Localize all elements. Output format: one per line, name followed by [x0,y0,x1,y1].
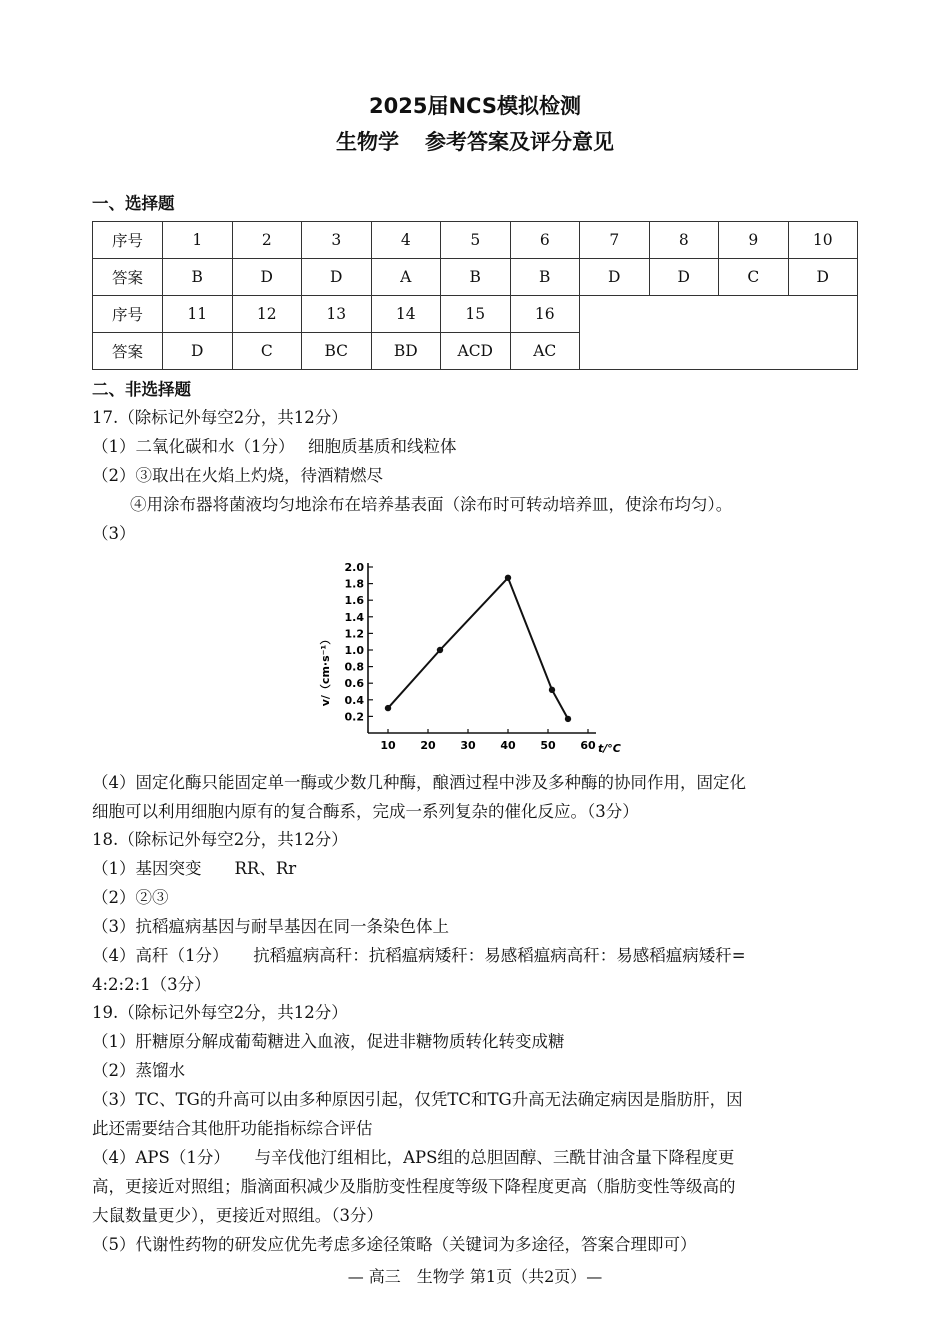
table-cell: 序号 [93,296,163,333]
q17-line: 细胞可以利用细胞内原有的复合酶系，完成一系列复杂的催化反应。（3分） [92,802,639,821]
table-cell: 11 [163,296,233,333]
q18-line: （2）②③ [92,888,169,907]
page-footer: — 高三 生物学 第1页（共2页）— [347,1267,603,1286]
page-title: 2025届NCS模拟检测 [369,94,581,118]
q18-line: （3）抗稻瘟病基因与耐旱基因在同一条染色体上 [92,917,449,936]
x-tick-label: 50 [540,739,556,752]
table-cell: D [302,259,372,296]
table-cell: 8 [649,222,719,259]
q19-line: （3）TC、TG的升高可以由多种原因引起，仅凭TC和TG升高无法确定病因是脂肪肝，因 [92,1090,743,1109]
q19-line: 大鼠数量更少），更接近对照组。（3分） [92,1206,383,1225]
y-tick-label: 0.8 [344,660,364,674]
page-subtitle [0,126,950,156]
data-point [505,575,511,581]
table-cell: 1 [163,222,233,259]
q17-line: （3） [92,524,136,543]
table-cell: B [441,259,511,296]
table-cell: 16 [510,296,580,333]
table-cell: BD [371,333,441,370]
section-nonchoice-heading: 二、非选择题 [92,380,191,399]
table-cell: D [163,333,233,370]
q17-line: （1）二氧化碳和水（1分） 细胞质基质和线粒体 [92,437,457,456]
table-row [93,259,858,296]
table-cell: 9 [719,222,789,259]
table-cell: 15 [441,296,511,333]
table-cell: 10 [788,222,858,259]
table-cell: A [371,259,441,296]
data-points [385,575,571,722]
x-axis-label: t/°C [598,742,621,755]
table-cell: 序号 [93,222,163,259]
y-tick-label: 0.6 [344,677,364,691]
table-cell: D [788,259,858,296]
table-cell: 6 [510,222,580,259]
table-cell: 3 [302,222,372,259]
answer-key-label: 参考答案及评分意见 [425,130,614,154]
table-cell: 7 [580,222,650,259]
y-tick-label: 1.2 [344,627,364,641]
y-tick-label: 1.4 [344,610,364,624]
table-blank-cell [580,296,858,370]
q18-line: （1）基因突变 RR、Rr [92,859,297,878]
q17-line: ④用涂布器将菌液均匀地涂布在培养基表面（涂布时可转动培养皿，使涂布均匀）。 [130,495,733,514]
answer-table [92,221,858,370]
q19-line: 此还需要结合其他肝功能指标综合评估 [92,1119,373,1138]
table-cell: D [232,259,302,296]
x-tick-label: 30 [460,739,476,752]
x-tick-label: 60 [580,739,596,752]
table-cell: 4 [371,222,441,259]
table-cell: 14 [371,296,441,333]
subject-label: 生物学 [336,130,399,154]
table-cell: 5 [441,222,511,259]
y-tick-label: 1.6 [344,594,364,608]
table-cell: 13 [302,296,372,333]
y-tick-label: 0.4 [344,693,364,707]
q19-line: （5）代谢性药物的研发应优先考虑多途径策略（关键词为多途径，答案合理即可） [92,1235,697,1254]
table-cell: BC [302,333,372,370]
q18-line: （4）高秆（1分） 抗稻瘟病高秆：抗稻瘟病矮秆：易感稻瘟病高秆：易感稻瘟病矮秆= [92,946,746,965]
table-cell: C [232,333,302,370]
table-cell: 答案 [93,333,163,370]
q18-heading: 18.（除标记外每空2分，共12分） [92,830,348,849]
q19-line: 高，更接近对照组；脂滴面积减少及脂肪变性程度等级下降程度更高（脂肪变性等级高的 [92,1177,736,1196]
q17-heading: 17.（除标记外每空2分，共12分） [92,408,348,427]
x-tick-label: 40 [500,739,516,752]
y-tick-label: 2.0 [344,561,364,574]
section-choice-heading: 一、选择题 [92,194,175,213]
velocity-temperature-chart [316,555,646,770]
table-cell: B [163,259,233,296]
y-tick-label: 1.8 [344,577,364,591]
table-cell: 答案 [93,259,163,296]
y-axis-label: v/（cm·s⁻¹） [319,633,332,707]
q17-line: （4）固定化酶只能固定单一酶或少数几种酶，酿酒过程中涉及多种酶的协同作用，固定化 [92,773,746,792]
data-point [549,687,555,693]
q19-line: （4）APS（1分） 与辛伐他汀组相比，APS组的总胆固醇、三酰甘油含量下降程度更 [92,1148,735,1167]
q18-line: 4:2:2:1（3分） [92,975,211,994]
data-point [385,705,391,711]
q19-line: （2）蒸馏水 [92,1061,185,1080]
table-cell: D [580,259,650,296]
y-tick-label: 1.0 [344,644,364,657]
table-cell: AC [510,333,580,370]
table-row [93,296,858,333]
q17-line: （2）③取出在火焰上灼烧，待酒精燃尽 [92,466,383,485]
table-cell: D [649,259,719,296]
data-point [437,647,443,653]
x-tick-label: 10 [380,739,396,752]
table-cell: C [719,259,789,296]
y-tick-label: 0.2 [344,710,364,724]
q19-line: （1）肝糖原分解成葡萄糖进入血液，促进非糖物质转化转变成糖 [92,1032,565,1051]
table-cell: B [510,259,580,296]
series-line [388,578,568,719]
table-row [93,222,858,259]
table-cell: 2 [232,222,302,259]
table-cell: ACD [441,333,511,370]
q19-heading: 19.（除标记外每空2分，共12分） [92,1003,348,1022]
data-point [565,716,571,722]
table-cell: 12 [232,296,302,333]
x-tick-label: 20 [420,739,436,752]
